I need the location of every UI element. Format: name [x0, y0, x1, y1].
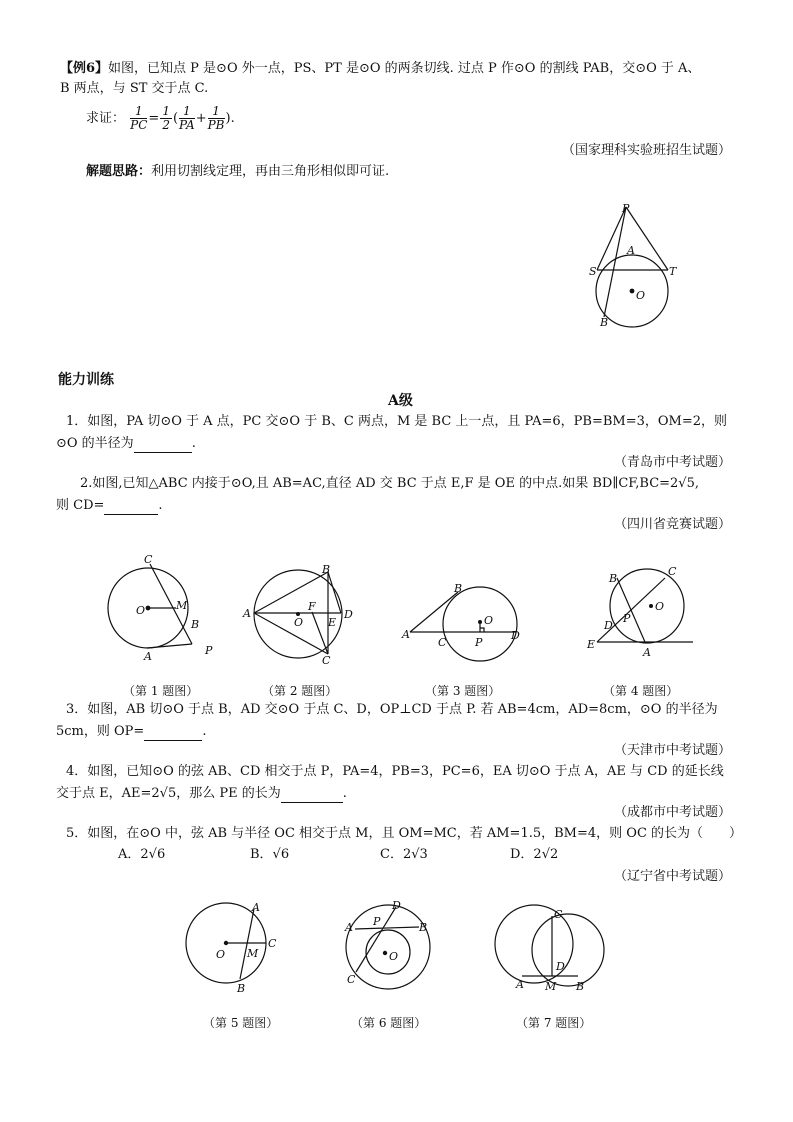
svg-text:O: O	[655, 600, 665, 613]
svg-text:C: C	[554, 908, 563, 921]
section-title: 能力训练	[58, 372, 114, 388]
problem-5-source: （辽宁省中考试题）	[613, 869, 731, 884]
svg-text:O: O	[484, 614, 494, 627]
caption-1: （第 1 题图）	[123, 684, 199, 698]
svg-text:P: P	[205, 644, 213, 657]
equals-sign: =	[148, 111, 160, 126]
svg-text:B: B	[322, 563, 331, 576]
problem-4-line-1: 4．如图，已知⊙O 的弦 AB、CD 相交于点 P，PA=4，PB=3，PC=6，EA 切⊙O 于点 A，AE 与 CD 的延长线	[66, 764, 724, 779]
option-c[interactable]: C．2√3	[380, 847, 428, 862]
problem-1-line-1: 1．如图，PA 切⊙O 于 A 点，PC 交⊙O 于 B、C 两点，M 是 BC 上一点，且 PA=6，PB=BM=3，OM=2，则	[66, 414, 727, 429]
proof-statement: 求证： $\frac{1}{PC}$ = $\frac{1}{2}$ ( $\frac{1}{PA}$ + $\frac{1}{PB}$ ).	[86, 104, 235, 132]
example-source: （国家理科实验班招生试题）	[561, 143, 731, 158]
caption-4: （第 4 题图）	[603, 684, 679, 698]
svg-text:C: C	[268, 937, 277, 950]
svg-text:C: C	[668, 565, 677, 578]
caption-6: （第 6 题图）	[351, 1016, 427, 1030]
fraction-1-over-pa: $\frac{1}{PA}$	[179, 104, 195, 132]
answer-blank-3[interactable]	[144, 727, 202, 741]
problem-3-line-2: 5cm，则 OP= .	[56, 724, 207, 739]
figure-4	[585, 562, 695, 662]
answer-blank-1[interactable]	[134, 439, 192, 453]
svg-text:D: D	[392, 899, 401, 912]
label-a: A	[627, 244, 635, 257]
answer-blank-4[interactable]	[281, 789, 343, 803]
caption-2: （第 2 题图）	[262, 684, 338, 698]
svg-text:O: O	[216, 948, 226, 961]
example-figure	[580, 195, 690, 335]
option-b[interactable]: B．√6	[250, 847, 290, 862]
figure-5	[180, 895, 290, 1000]
caption-7: （第 7 题图）	[516, 1016, 592, 1030]
solution-hint	[86, 163, 389, 181]
problem-2-line-2: 则 CD= .	[56, 498, 163, 513]
example-tag: 【例6】	[60, 61, 109, 76]
svg-text:D: D	[556, 960, 565, 973]
proof-label: 求证：	[86, 111, 126, 126]
figure-1	[102, 548, 232, 668]
option-d[interactable]: D．2√2	[510, 847, 559, 862]
svg-text:A: A	[144, 650, 152, 663]
label-p: P	[622, 202, 630, 215]
problem-5-line-1: 5．如图，在⊙O 中，弦 AB 与半径 OC 相交于点 M，且 OM=MC，若 AM=1.5，BM=4，则 OC 的长为（ ）	[66, 826, 743, 841]
svg-text:C: C	[438, 636, 447, 649]
fraction-1-over-pb: $\frac{1}{PB}$	[207, 104, 225, 132]
figure-3	[398, 574, 533, 664]
svg-text:E: E	[587, 638, 596, 651]
caption-3: （第 3 题图）	[425, 684, 501, 698]
problem-1-source: （青岛市中考试题）	[613, 455, 731, 470]
svg-text:D: D	[344, 608, 353, 621]
svg-text:F: F	[308, 600, 316, 613]
fraction-1-over-2: $\frac{1}{2}$	[162, 104, 170, 132]
example-line-1	[60, 60, 700, 78]
caption-5: （第 5 题图）	[203, 1016, 279, 1030]
example-text-1: 如图，已知点 P 是⊙O 外一点，PS、PT 是⊙O 的两条切线. 过点 P 作⊙O 的割线 PAB，交⊙O 于 A、	[108, 61, 701, 76]
svg-text:C: C	[144, 553, 153, 566]
problem-3-line-1: 3．如图，AB 切⊙O 于点 B，AD 交⊙O 于点 C、D，OP⊥CD 于点 P. 若 AB=4cm，AD=8cm，⊙O 的半径为	[66, 702, 718, 717]
svg-text:B: B	[576, 980, 585, 993]
figure-6	[335, 893, 445, 998]
svg-text:A: A	[516, 978, 524, 991]
problem-3-source: （天津市中考试题）	[613, 743, 731, 758]
svg-text:P: P	[475, 636, 483, 649]
answer-blank-2[interactable]	[104, 501, 158, 515]
hint-label: 解题思路：	[86, 164, 152, 179]
level-title: A级	[388, 393, 413, 409]
svg-text:O: O	[294, 616, 304, 629]
problem-2-source: （四川省竞赛试题）	[613, 517, 731, 532]
figure-2	[238, 560, 368, 670]
svg-text:P: P	[623, 612, 631, 625]
label-b: B	[600, 316, 609, 329]
svg-text:D: D	[604, 619, 613, 632]
problem-4-source: （成都市中考试题）	[613, 805, 731, 820]
svg-text:A: A	[345, 921, 353, 934]
svg-text:B: B	[454, 582, 463, 595]
example-text-2: B 两点，与 ST 交于点 C.	[60, 81, 209, 96]
svg-text:M: M	[247, 947, 259, 960]
label-t: T	[669, 265, 677, 278]
plus-sign: +	[195, 111, 207, 126]
svg-text:A: A	[643, 646, 651, 659]
svg-text:O: O	[136, 604, 146, 617]
fraction-1-over-pc: $\frac{1}{PC}$	[130, 104, 148, 132]
hint-text: 利用切割线定理，再由三角形相似即可证.	[151, 164, 390, 179]
svg-text:O: O	[389, 950, 399, 963]
svg-text:A: A	[243, 607, 251, 620]
svg-text:A: A	[252, 901, 260, 914]
svg-text:B: B	[609, 572, 618, 585]
svg-text:M: M	[176, 599, 188, 612]
problem-2-line-1: 2.如图,已知△ABC 内接于⊙O,且 AB=AC,直径 AD 交 BC 于点 E,F 是 OE 的中点.如果 BD∥CF,BC=2√5,	[80, 476, 699, 491]
figure-7	[488, 900, 613, 1000]
svg-text:P: P	[373, 915, 381, 928]
svg-text:B: B	[191, 618, 200, 631]
svg-text:C: C	[347, 973, 356, 986]
problem-4-line-2: 交于点 E，AE=2√5，那么 PE 的长为 .	[56, 786, 347, 801]
label-o: O	[636, 289, 646, 302]
problem-1-line-2: ⊙O 的半径为 .	[56, 436, 196, 451]
label-s: S	[589, 265, 597, 278]
svg-text:B: B	[419, 921, 428, 934]
svg-text:M: M	[545, 980, 557, 993]
svg-text:D: D	[511, 629, 520, 642]
svg-text:B: B	[237, 982, 246, 995]
svg-text:A: A	[402, 628, 410, 641]
option-a[interactable]: A．2√6	[118, 847, 166, 862]
svg-text:C: C	[322, 654, 331, 667]
svg-text:E: E	[328, 616, 337, 629]
